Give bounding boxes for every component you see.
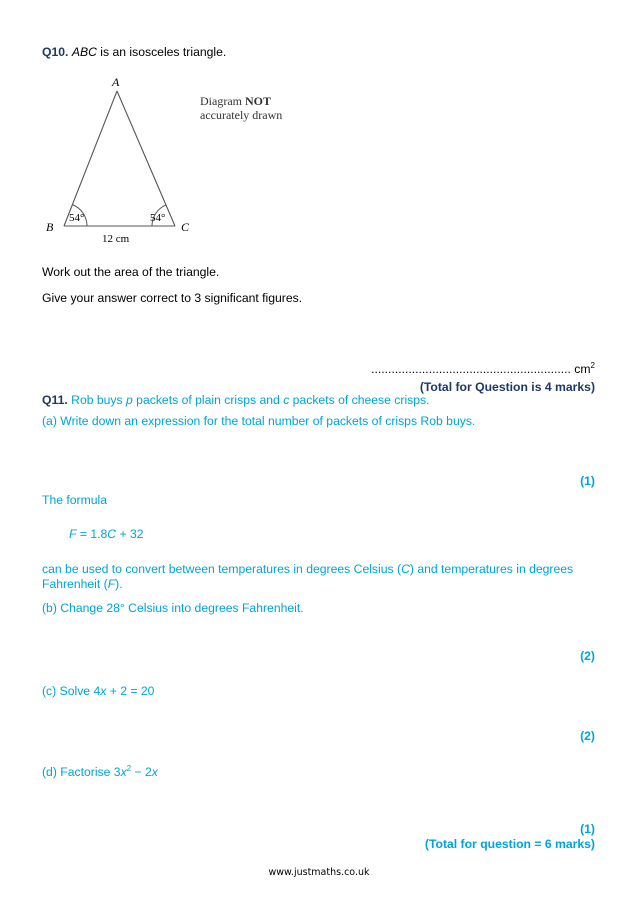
q11-heading [42,393,430,407]
q11-mark-c: (2) [580,729,595,743]
desc1-a: can be used to convert between temperatures in degrees Celsius ( [42,562,402,576]
q10-total: (Total for Question is 4 marks) [419,380,595,394]
q10-answer-unit: cm [570,362,591,377]
part-c-var-x: x [100,684,107,698]
part-d-text-b: − 2 [131,765,152,780]
q11-text-1: Rob buys [67,393,127,407]
desc2-a: Fahrenheit ( [42,577,108,591]
part-d-var-x2: x [151,765,158,780]
desc1-c: C [401,562,410,576]
q11-formula-intro: The formula [42,493,108,507]
part-c-text-a: (c) Solve 4 [42,684,101,698]
angle-c-label: 54° [150,212,166,224]
q11-part-a: (a) Write down an expression for the total number of packets of crisps Rob buys. [42,414,476,428]
formula-var-f: F [69,527,77,541]
q11-part-d [42,764,158,779]
q10-answer-unit-sup: 2 [590,361,595,370]
angle-b-label: 54° [69,212,85,224]
q10-instruction2: Give your answer correct to 3 significant figures. [42,291,303,305]
q11-desc-line2 [42,577,123,591]
q10-heading [42,45,226,59]
q11-formula [69,527,144,541]
q10-answer-dots: ........................................................... [371,362,571,377]
desc2-f: F [107,577,116,591]
formula-var-c: C [107,527,117,541]
q11-total: (Total for question = 6 marks) [424,837,595,851]
vertex-a-label: A [112,75,120,89]
q11-var-p: p [126,393,133,407]
q11-text-2: packets of plain crisps and [132,393,284,407]
q11-part-c [42,684,154,698]
q11-var-c: c [283,393,290,407]
q10-number: Q10. [42,45,69,59]
triangle-shape [64,91,175,226]
q11-mark-a: (1) [580,474,595,488]
q11-part-b: (b) Change 28° Celsius into degrees Fahrenheit. [42,601,304,615]
q11-mark-b: (2) [580,649,595,663]
vertex-c-label: C [181,220,190,234]
q10-title: is an isosceles triangle. [96,45,227,59]
q11-mark-d: (1) [580,822,595,836]
footer-url: www.justmaths.co.uk [268,867,370,878]
q10-answer-line [371,361,595,376]
q11-number: Q11. [42,393,68,407]
formula-mid: = 1.8 [76,527,108,541]
diagram-note-line2: accurately drawn [200,108,283,122]
q10-abc: ABC [71,45,97,59]
triangle-diagram [40,68,300,253]
base-length-label: 12 cm [102,233,130,245]
part-c-text-b: + 2 = 20 [106,684,155,698]
desc1-b: ) and temperatures in degrees [409,562,574,576]
desc2-b: ). [115,577,123,591]
part-d-sup: 2 [126,764,132,773]
part-d-text-a: (d) Factorise 3 [42,765,121,780]
diagram-note-line1: Diagram NOT [200,94,271,108]
q11-desc-line1 [42,562,573,576]
q10-instruction: Work out the area of the triangle. [42,265,220,279]
q11-text-3: packets of cheese crisps. [289,393,430,407]
part-d-var-x: x [120,765,127,780]
formula-end: + 32 [116,527,144,541]
vertex-b-label: B [46,220,54,234]
